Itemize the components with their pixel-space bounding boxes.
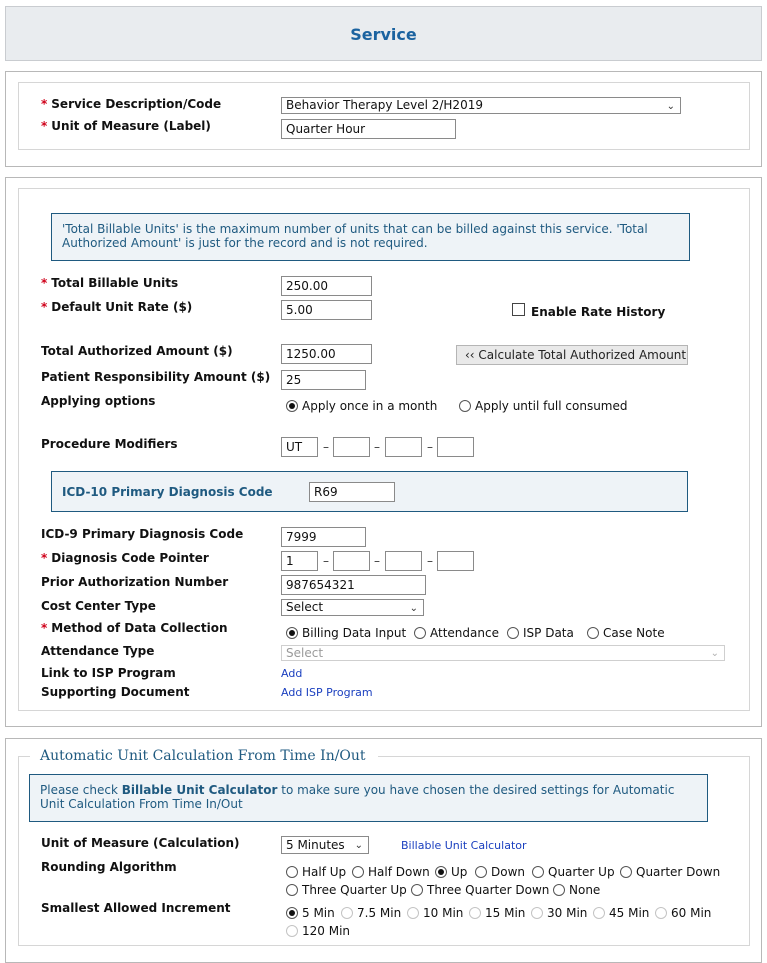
calculate-total-button[interactable]: ‹‹ Calculate Total Authorized Amount: [456, 345, 688, 365]
icd10-label: ICD-10 Primary Diagnosis Code: [62, 485, 273, 499]
radio-selected-icon: [286, 907, 298, 919]
chevron-down-icon: ⌄: [710, 648, 719, 659]
chevron-down-icon: ⌄: [409, 603, 418, 614]
separator: –: [427, 554, 433, 568]
patient-responsibility-label: Patient Responsibility Amount ($): [41, 370, 271, 384]
total-billable-units-label: * Total Billable Units: [41, 276, 179, 290]
total-authorized-amount-input[interactable]: 1250.00: [281, 344, 372, 364]
radio-selected-icon: [435, 866, 447, 878]
method-isp-data-option[interactable]: ISP Data: [507, 626, 574, 640]
radio-icon: [411, 884, 423, 896]
increment-60-option[interactable]: 60 Min: [655, 906, 711, 920]
radio-icon: [593, 907, 605, 919]
modifier-3-input[interactable]: [385, 437, 422, 457]
uom-calculation-label: Unit of Measure (Calculation): [41, 836, 240, 850]
rounding-algorithm-label: Rounding Algorithm: [41, 860, 177, 874]
calculator-note-highlight: Billable Unit Calculator: [121, 783, 278, 797]
service-description-select[interactable]: Behavior Therapy Level 2/H2019 ⌄: [281, 97, 681, 114]
icd9-input[interactable]: 7999: [281, 527, 366, 547]
radio-icon: [655, 907, 667, 919]
total-authorized-amount-label: Total Authorized Amount ($): [41, 344, 233, 358]
rounding-three-quarter-down-option[interactable]: Three Quarter Down: [411, 883, 549, 897]
increment-7-5-option[interactable]: 7.5 Min: [341, 906, 401, 920]
apply-once-option[interactable]: Apply once in a month: [286, 399, 437, 413]
separator: –: [374, 554, 380, 568]
unit-of-measure-input[interactable]: Quarter Hour: [281, 119, 456, 139]
cost-center-select[interactable]: Select ⌄: [281, 599, 424, 616]
procedure-modifiers-label: Procedure Modifiers: [41, 437, 178, 451]
increment-15-option[interactable]: 15 Min: [469, 906, 525, 920]
separator: –: [374, 440, 380, 454]
radio-icon: [407, 907, 419, 919]
increment-120-option[interactable]: 120 Min: [286, 924, 350, 938]
radio-icon: [352, 866, 364, 878]
method-attendance-option[interactable]: Attendance: [414, 626, 499, 640]
enable-rate-history-checkbox[interactable]: [512, 303, 525, 316]
icd10-input[interactable]: R69: [309, 482, 395, 502]
radio-icon: [341, 907, 353, 919]
isp-link-label: Link to ISP Program: [41, 666, 176, 680]
separator: –: [323, 554, 329, 568]
radio-icon: [507, 627, 519, 639]
supporting-document-label: Supporting Document: [41, 685, 190, 699]
radio-icon: [587, 627, 599, 639]
chevron-down-icon: ⌄: [354, 840, 363, 851]
rounding-down-option[interactable]: Down: [475, 865, 525, 879]
enable-rate-history-label: Enable Rate History: [531, 305, 666, 319]
modifier-4-input[interactable]: [437, 437, 474, 457]
smallest-increment-label: Smallest Allowed Increment: [41, 901, 231, 915]
radio-icon: [414, 627, 426, 639]
radio-icon: [286, 866, 298, 878]
radio-icon: [532, 866, 544, 878]
rounding-half-up-option[interactable]: Half Up: [286, 865, 346, 879]
rounding-up-option[interactable]: Up: [435, 865, 467, 879]
radio-icon: [459, 400, 471, 412]
icd9-label: ICD-9 Primary Diagnosis Code: [41, 527, 244, 541]
increment-45-option[interactable]: 45 Min: [593, 906, 649, 920]
increment-5-option[interactable]: 5 Min: [286, 906, 335, 920]
service-section: [18, 82, 750, 150]
calculator-note: Please check Billable Unit Calculator to make sure you have chosen the desired settings for Automatic Unit Calculation From Time In/Out: [29, 774, 708, 822]
billable-units-note: 'Total Billable Units' is the maximum number of units that can be billed against this service. 'Total Authorized Amount' is just for the record and is not required.: [51, 213, 690, 261]
billable-unit-calculator-link[interactable]: Billable Unit Calculator: [401, 839, 527, 852]
page-title: Service: [350, 25, 417, 44]
radio-selected-icon: [286, 400, 298, 412]
applying-options-label: Applying options: [41, 394, 156, 408]
increment-30-option[interactable]: 30 Min: [531, 906, 587, 920]
cost-center-label: Cost Center Type: [41, 599, 156, 613]
default-unit-rate-label: * Default Unit Rate ($): [41, 300, 193, 314]
attendance-type-select: Select ⌄: [281, 645, 725, 661]
uom-calculation-select[interactable]: 5 Minutes ⌄: [281, 836, 369, 854]
pointer-1-input[interactable]: 1: [281, 551, 318, 571]
method-billing-data-option[interactable]: Billing Data Input: [286, 626, 406, 640]
prior-authorization-label: Prior Authorization Number: [41, 575, 229, 589]
pointer-3-input[interactable]: [385, 551, 422, 571]
radio-icon: [286, 925, 298, 937]
rounding-quarter-up-option[interactable]: Quarter Up: [532, 865, 615, 879]
diagnosis-pointer-label: * Diagnosis Code Pointer: [41, 551, 209, 565]
apply-until-consumed-option[interactable]: Apply until full consumed: [459, 399, 628, 413]
method-of-data-collection-label: * Method of Data Collection: [41, 621, 228, 635]
default-unit-rate-input[interactable]: 5.00: [281, 300, 372, 320]
rounding-none-option[interactable]: None: [553, 883, 600, 897]
isp-add-link[interactable]: Add: [281, 667, 303, 680]
add-isp-program-link[interactable]: Add ISP Program: [281, 686, 373, 699]
radio-icon: [475, 866, 487, 878]
attendance-type-label: Attendance Type: [41, 644, 155, 658]
method-case-note-option[interactable]: Case Note: [587, 626, 665, 640]
radio-icon: [286, 884, 298, 896]
rounding-quarter-down-option[interactable]: Quarter Down: [620, 865, 720, 879]
prior-authorization-input[interactable]: 987654321: [281, 575, 426, 595]
modifier-2-input[interactable]: [333, 437, 370, 457]
auto-calculation-legend: Automatic Unit Calculation From Time In/Out: [30, 748, 378, 764]
radio-icon: [553, 884, 565, 896]
chevron-down-icon: ⌄: [666, 101, 675, 112]
radio-icon: [620, 866, 632, 878]
modifier-1-input[interactable]: UT: [281, 437, 318, 457]
radio-selected-icon: [286, 627, 298, 639]
increment-10-option[interactable]: 10 Min: [407, 906, 463, 920]
pointer-4-input[interactable]: [437, 551, 474, 571]
unit-of-measure-label: * Unit of Measure (Label): [41, 119, 211, 133]
separator: –: [427, 440, 433, 454]
rounding-three-quarter-up-option[interactable]: Three Quarter Up: [286, 883, 407, 897]
service-description-label: * Service Description/Code: [41, 97, 222, 111]
patient-responsibility-input[interactable]: 25: [281, 370, 366, 390]
radio-icon: [469, 907, 481, 919]
separator: –: [323, 440, 329, 454]
total-billable-units-input[interactable]: 250.00: [281, 276, 372, 296]
page-header: [5, 6, 762, 61]
radio-icon: [531, 907, 543, 919]
pointer-2-input[interactable]: [333, 551, 370, 571]
rounding-half-down-option[interactable]: Half Down: [352, 865, 430, 879]
